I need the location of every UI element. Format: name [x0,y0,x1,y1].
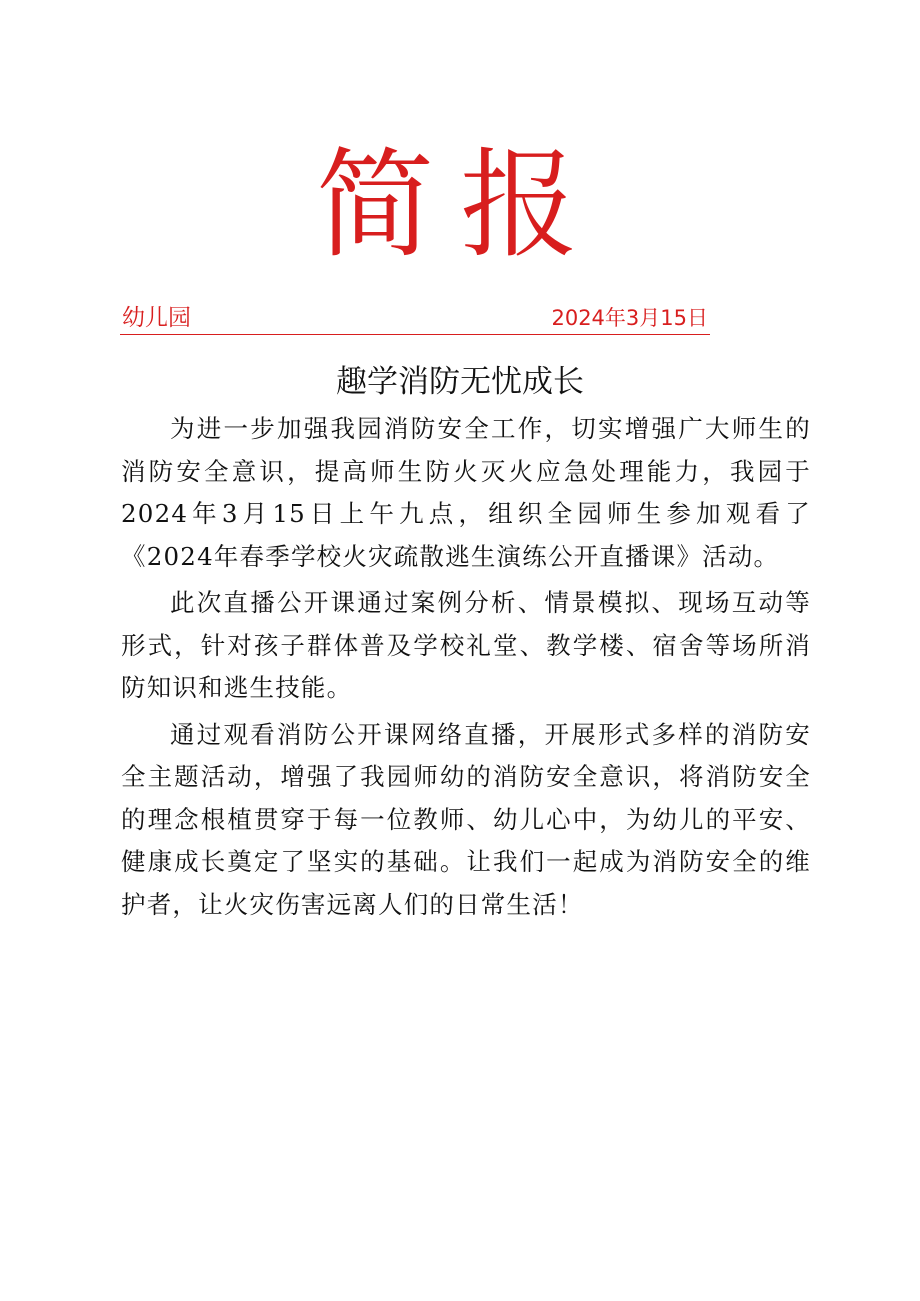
paragraph-1: 为进一步加强我园消防安全工作，切实增强广大师生的消防安全意识，提高师生防火灭火应急处理能力，我园于2024年3月15日上午九点，组织全园师生参加观看了《2024年春季学校火灾疏散逃生演练公开直播课》活动。 [121,414,811,571]
paragraph-3: 通过观看消防公开课网络直播，开展形式多样的消防安全主题活动，增强了我园师幼的消防安全意识，将消防安全的理念根植贯穿于每一位教师、幼儿心中，为幼儿的平安、健康成长奠定了坚实的基础。让我们一起成为消防安全的维护者，让火灾伤害远离人们的日常生活！ [121,719,811,919]
organization-name: 幼儿园 [122,305,191,331]
article-title: 趣学消防无忧成长 [336,364,584,400]
masthead-title: 简报 [315,136,604,274]
issue-date: 2024年3月15日 [551,306,708,330]
header-meta-line [120,302,710,335]
article-body [121,408,811,930]
paragraph-2: 此次直播公开课通过案例分析、情景模拟、现场互动等形式，针对孩子群体普及学校礼堂、教学楼、宿舍等场所消防知识和逃生技能。 [121,588,811,702]
